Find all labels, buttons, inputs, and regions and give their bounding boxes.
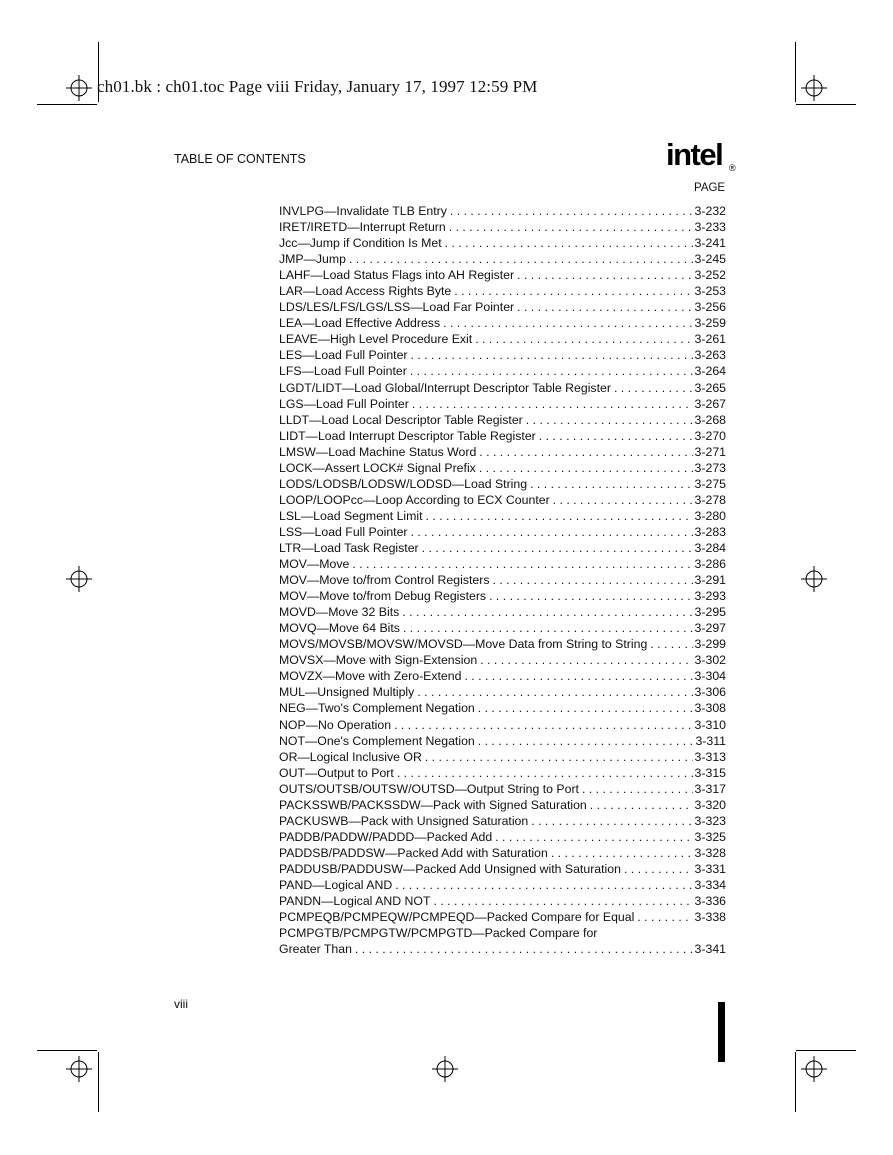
toc-leader-dots (526, 412, 693, 428)
toc-entry-title: LDS/LES/LFS/LGS/LSS—Load Far Pointer (279, 300, 515, 315)
toc-entry-title: PCMPGTB/PCMPGTW/PCMPGTD—Packed Compare for (279, 926, 598, 941)
toc-entry-page: 3-313 (694, 749, 726, 764)
toc-entry (279, 909, 726, 925)
toc-leader-dots (553, 492, 693, 508)
toc-entry-title: LSS—Load Full Pointer (279, 524, 408, 539)
toc-entry (279, 476, 726, 492)
page-column-label: PAGE (694, 182, 726, 194)
toc-leader-dots (454, 283, 692, 299)
toc-entry-title: LFS—Load Full Pointer (279, 364, 407, 379)
toc-entry-page: 3-331 (694, 861, 726, 876)
toc-leader-dots (411, 524, 693, 540)
toc-entry-title: MOVZX—Move with Zero-Extend (279, 669, 462, 684)
toc-leader-dots (397, 765, 693, 781)
toc-leader-dots (531, 813, 692, 829)
toc-leader-dots (403, 620, 693, 636)
toc-entry (279, 363, 726, 379)
toc-entry-page: 3-317 (694, 781, 726, 796)
toc-entry-title: PANDN—Logical AND NOT (279, 894, 431, 909)
toc-entry (279, 717, 726, 733)
toc-entry-title: LOOP/LOOPcc—Loop According to ECX Counter (279, 492, 550, 507)
toc-entry (279, 444, 726, 460)
toc-leader-dots (478, 733, 694, 749)
toc-entry-title: LEA—Load Effective Address (279, 316, 441, 331)
toc-leader-dots (637, 909, 692, 925)
crop-mark (795, 42, 796, 102)
toc-entry-page: 3-278 (694, 492, 726, 507)
registration-mark-icon (801, 566, 827, 592)
toc-leader-dots (582, 781, 693, 797)
toc-entry-title: MOV—Move to/from Control Registers (279, 573, 490, 588)
registered-mark: ® (729, 163, 736, 173)
toc-leader-dots (426, 508, 693, 524)
toc-entry-page: 3-232 (694, 204, 726, 218)
registration-mark-icon (66, 566, 92, 592)
toc-leader-dots (443, 315, 692, 331)
toc-leader-dots (489, 588, 692, 604)
toc-leader-dots (495, 829, 692, 845)
toc-leader-dots (449, 219, 693, 235)
toc-entry (279, 861, 726, 877)
toc-entry-page: 3-306 (694, 685, 726, 700)
toc-leader-dots (492, 572, 692, 588)
toc-entry-page: 3-320 (694, 797, 726, 812)
toc-leader-dots (402, 604, 692, 620)
toc-entry-page: 3-283 (694, 524, 726, 539)
toc-leader-dots (425, 749, 693, 765)
toc-entry (279, 556, 726, 572)
toc-entry-page: 3-256 (694, 300, 726, 315)
toc-entry (279, 460, 726, 476)
toc-leader-dots (394, 717, 692, 733)
toc-entry-title: LES—Load Full Pointer (279, 348, 408, 363)
toc-entry (279, 877, 726, 893)
section-title: TABLE OF CONTENTS (174, 152, 306, 166)
toc-entry-title: OUTS/OUTSB/OUTSW/OUTSD—Output String to Port (279, 781, 579, 796)
toc-entry-title: MOV—Move (279, 557, 350, 572)
toc-entry-title: LLDT—Load Local Descriptor Table Register (279, 412, 523, 427)
toc-entry-page: 3-302 (694, 653, 726, 668)
toc-entry-title: MOVS/MOVSB/MOVSW/MOVSD—Move Data from String to String (279, 637, 648, 652)
toc-entry-title: MOVQ—Move 64 Bits (279, 621, 400, 636)
toc-entry-title: Greater Than (279, 942, 352, 957)
crop-mark (795, 1052, 796, 1112)
page-number: viii (174, 997, 188, 1011)
toc-entry-page: 3-334 (694, 877, 726, 892)
toc-leader-dots (433, 893, 692, 909)
toc-entry-page: 3-275 (694, 476, 726, 491)
toc-entry-title: PADDB/PADDW/PADDD—Packed Add (279, 829, 493, 844)
toc-entry-page: 3-265 (694, 380, 726, 395)
toc-entry-page: 3-297 (694, 621, 726, 636)
toc-entry (279, 781, 726, 797)
intel-logo-wordmark: intel (666, 137, 723, 172)
toc-entry (279, 829, 726, 845)
toc-entry-page: 3-293 (694, 589, 726, 604)
toc-entry-title: NEG—Two's Complement Negation (279, 701, 475, 716)
toc-leader-dots (624, 861, 693, 877)
toc-entry-page: 3-299 (694, 637, 726, 652)
toc-entry (279, 893, 726, 909)
toc-entry-title: LAR—Load Access Rights Byte (279, 284, 452, 299)
crop-mark (796, 1050, 856, 1051)
toc-entry (279, 813, 726, 829)
toc-leader-dots (417, 684, 692, 700)
registration-mark-icon (801, 75, 827, 101)
toc-entry-page: 3-273 (694, 460, 726, 475)
toc-leader-dots (355, 941, 693, 957)
toc-entry-title: LMSW—Load Machine Status Word (279, 444, 477, 459)
toc-entry-title: PACKSSWB/PACKSSDW—Pack with Signed Saturation (279, 797, 587, 812)
toc-entry (279, 652, 726, 668)
toc-leader-dots (422, 540, 693, 556)
toc-leader-dots (412, 396, 693, 412)
toc-leader-dots (517, 299, 692, 315)
toc-entry (279, 941, 726, 957)
toc-entry (279, 267, 726, 283)
toc-leader-dots (650, 636, 692, 652)
toc-entry-title: PCMPEQB/PCMPEQW/PCMPEQD—Packed Compare for Equal (279, 910, 635, 925)
toc-leader-dots (590, 797, 693, 813)
toc-entry (279, 283, 726, 299)
crop-mark (37, 1050, 97, 1051)
toc-entry-page: 3-336 (694, 894, 726, 909)
toc-entry-title: LODS/LODSB/LODSW/LODSD—Load String (279, 476, 528, 491)
toc-entry (279, 299, 726, 315)
toc-entry-title: PAND—Logical AND (279, 877, 393, 892)
toc-entry (279, 636, 726, 652)
toc-entry (279, 251, 726, 267)
toc-leader-dots (395, 877, 692, 893)
toc-entry-page: 3-328 (694, 845, 726, 860)
toc-entry (279, 203, 726, 219)
toc-entry (279, 380, 726, 396)
toc-leader-dots (551, 845, 693, 861)
toc-entry (279, 797, 726, 813)
crop-mark (98, 1052, 99, 1112)
toc-entry-title: LAHF—Load Status Flags into AH Register (279, 268, 515, 283)
toc-leader-dots (479, 460, 693, 476)
toc-entry-page: 3-271 (694, 444, 726, 459)
toc-entry-page: 3-291 (694, 573, 726, 588)
toc-entry (279, 524, 726, 540)
toc-leader-dots (475, 331, 692, 347)
toc-entry-title: LEAVE—High Level Procedure Exit (279, 332, 473, 347)
toc-entry (279, 347, 726, 363)
toc-leader-dots (479, 444, 692, 460)
registration-mark-icon (801, 1056, 827, 1082)
toc-entry-title: NOP—No Operation (279, 717, 392, 732)
toc-entry-page: 3-315 (694, 765, 726, 780)
toc-entry (279, 668, 726, 684)
toc-entry (279, 508, 726, 524)
crop-mark (37, 104, 97, 105)
toc-entry-page: 3-295 (694, 605, 726, 620)
toc-entry-title: JMP—Jump (279, 252, 346, 267)
toc-leader-dots (349, 251, 693, 267)
toc-entry-page: 3-311 (695, 733, 726, 748)
toc-entry-page: 3-341 (694, 942, 726, 957)
toc-entry-page: 3-304 (694, 669, 726, 684)
toc-entry-title: IRET/IRETD—Interrupt Return (279, 220, 446, 235)
toc-entry-title: PADDUSB/PADDUSW—Packed Add Unsigned with Saturation (279, 861, 621, 876)
toc-entry-title: LGS—Load Full Pointer (279, 396, 409, 411)
toc-entry-page: 3-310 (694, 717, 726, 732)
toc-leader-dots (464, 668, 692, 684)
print-slug: ch01.bk : ch01.toc Page viii Friday, January 17, 1997 12:59 PM (97, 77, 538, 96)
toc-entry-page: 3-245 (694, 252, 726, 267)
toc-entry-page: 3-259 (694, 316, 726, 331)
toc-entry-title: LTR—Load Task Register (279, 540, 419, 555)
registration-mark-icon (432, 1056, 458, 1082)
toc-entry (279, 588, 726, 604)
toc-entry-page: 3-264 (694, 364, 726, 379)
toc-entry (279, 765, 726, 781)
toc-entry-title: OR—Logical Inclusive OR (279, 749, 422, 764)
toc-entry-title: LGDT/LIDT—Load Global/Interrupt Descriptor Table Register (279, 380, 611, 395)
toc-entry (279, 684, 726, 700)
toc-entry-page: 3-241 (694, 236, 726, 251)
toc-entry (279, 572, 726, 588)
toc-entry (279, 412, 726, 428)
toc-entry (279, 235, 726, 251)
toc-entry (279, 428, 726, 444)
toc-entry-title: MOVD—Move 32 Bits (279, 605, 400, 620)
toc-entry (279, 540, 726, 556)
registration-mark-icon (66, 75, 92, 101)
toc-leader-dots (539, 428, 693, 444)
toc-entry-page: 3-263 (694, 348, 726, 363)
crop-mark (796, 104, 856, 105)
toc-entry (279, 925, 726, 941)
toc-entry-title: Jcc—Jump if Condition Is Met (279, 236, 442, 251)
toc-entry-title: INVLPG—Invalidate TLB Entry (279, 204, 447, 218)
toc-entry-page: 3-325 (694, 829, 726, 844)
toc-entry-title: PADDSB/PADDSW—Packed Add with Saturation (279, 845, 548, 860)
toc-entry-title: OUT—Output to Port (279, 765, 394, 780)
toc-entry (279, 331, 726, 347)
thumb-tab-bar (718, 1002, 725, 1062)
toc-entry-page: 3-270 (694, 428, 726, 443)
registration-mark-icon (66, 1056, 92, 1082)
toc-entry-page: 3-286 (694, 557, 726, 572)
toc-entry (279, 733, 726, 749)
toc-entry-page: 3-253 (694, 284, 726, 299)
toc-entry-title: LIDT—Load Interrupt Descriptor Table Register (279, 428, 536, 443)
toc-leader-dots (478, 700, 693, 716)
toc-entry (279, 396, 726, 412)
toc-entry-page: 3-267 (694, 396, 726, 411)
toc-entry-title: PACKUSWB—Pack with Unsigned Saturation (279, 813, 529, 828)
toc-entry (279, 700, 726, 716)
toc-leader-dots (614, 380, 693, 396)
toc-leader-dots (530, 476, 692, 492)
toc-leader-dots (410, 363, 693, 379)
toc-leader-dots (450, 203, 693, 219)
toc-entry-page: 3-233 (694, 220, 726, 235)
toc-entry (279, 604, 726, 620)
toc-leader-dots (411, 347, 693, 363)
toc-entry-title: MUL—Unsigned Multiply (279, 685, 415, 700)
toc-entry-page: 3-261 (694, 332, 726, 347)
toc-leader-dots (517, 267, 692, 283)
toc-entry (279, 845, 726, 861)
toc-entry-page: 3-284 (694, 540, 726, 555)
toc-entry-title: MOV—Move to/from Debug Registers (279, 589, 487, 604)
toc-entry (279, 749, 726, 765)
toc-entry-page: 3-338 (694, 910, 726, 925)
toc-entry-title: NOT—One's Complement Negation (279, 733, 475, 748)
toc-entry (279, 315, 726, 331)
toc-entry-page: 3-308 (694, 701, 726, 716)
toc-entry (279, 219, 726, 235)
toc-entry-page: 3-323 (694, 813, 726, 828)
toc-entry (279, 492, 726, 508)
toc-entry (279, 620, 726, 636)
toc-entry-page: 3-280 (694, 508, 726, 523)
toc-entry-page: 3-268 (694, 412, 726, 427)
toc-leader-dots (352, 556, 692, 572)
intel-logo (666, 134, 738, 174)
toc-entry-page: 3-252 (694, 268, 726, 283)
toc-entry-title: MOVSX—Move with Sign-Extension (279, 653, 478, 668)
toc-leader-dots (445, 235, 693, 251)
toc-entry-title: LSL—Load Segment Limit (279, 508, 423, 523)
toc-list (279, 203, 726, 957)
toc-entry-title: LOCK—Assert LOCK# Signal Prefix (279, 460, 476, 475)
toc-leader-dots (480, 652, 692, 668)
